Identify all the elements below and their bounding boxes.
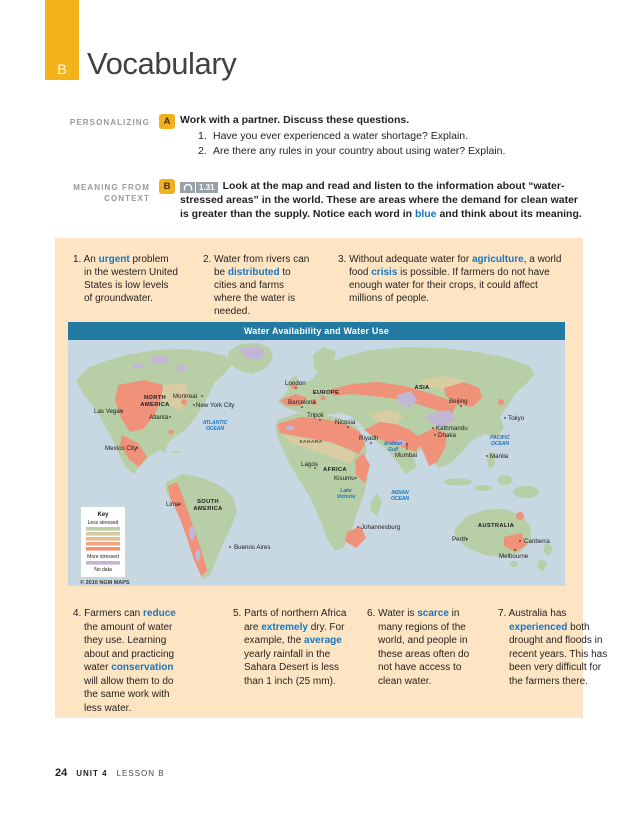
city-dot bbox=[193, 404, 195, 406]
legend-more-stressed-label: More stressed bbox=[87, 554, 119, 560]
city-label-kisumu: Kisumu bbox=[334, 475, 355, 482]
city-label-las-vegas: Las Vegas bbox=[94, 408, 123, 415]
city-label-lagos: Lagos bbox=[301, 461, 318, 468]
no-data-andes bbox=[189, 526, 195, 540]
city-dot bbox=[432, 427, 434, 429]
region-label-south-america: SOUTH bbox=[197, 499, 219, 505]
vocabulary-panel bbox=[55, 238, 608, 718]
region-label-south-america: AMERICA bbox=[193, 506, 223, 512]
legend-swatch-no-data bbox=[86, 561, 120, 565]
no-data-north-canada bbox=[176, 365, 188, 371]
city-label-riyadh: Riyadh bbox=[359, 435, 379, 442]
section-b-sidebar-label: MEANING FROM CONTEXT bbox=[73, 183, 150, 203]
stress-zone-ne-australia bbox=[516, 512, 524, 520]
no-data-alaska bbox=[133, 364, 143, 369]
landmass-tasmania bbox=[510, 561, 518, 567]
page-number: 24 bbox=[55, 767, 68, 779]
page-footer bbox=[55, 767, 165, 779]
city-label-tripoli: Tripoli bbox=[307, 412, 324, 419]
legend-swatch bbox=[86, 532, 120, 536]
legend-swatch bbox=[86, 542, 120, 546]
city-label-buenos-aires: Buenos Aires bbox=[234, 544, 271, 551]
city-dot bbox=[370, 442, 372, 444]
no-data-sahara-spot bbox=[286, 426, 294, 431]
city-label-johannesburg: Johannesburg bbox=[361, 524, 401, 531]
footer-unit-label: UNIT 4 bbox=[76, 769, 108, 778]
legend-swatch bbox=[86, 547, 120, 551]
vocab-item-2: 2. Water from rivers can be distributed to cities and farms where the water is needed. bbox=[203, 254, 310, 317]
water-label-arabian-gulf: Gulf bbox=[388, 447, 398, 453]
water-label-indian: OCEAN bbox=[390, 496, 410, 502]
legend-swatch bbox=[86, 537, 120, 541]
section-a-questions bbox=[180, 129, 580, 158]
stress-zone-florida bbox=[169, 430, 174, 435]
city-dot bbox=[295, 387, 297, 389]
city-dot bbox=[301, 406, 303, 408]
section-b-badge: B bbox=[159, 179, 175, 194]
water-label-pacific: OCEAN bbox=[490, 441, 510, 447]
landmass-caribbean bbox=[172, 451, 180, 453]
city-dot bbox=[347, 426, 349, 428]
water-label-arabian-gulf: Arabian bbox=[383, 441, 403, 447]
map-canvas bbox=[68, 340, 565, 586]
water-label-lake-victoria: Victoria bbox=[336, 494, 356, 500]
question-text: Have you ever experienced a water shortage? Explain. bbox=[213, 130, 469, 142]
question-number: 1. bbox=[198, 130, 207, 142]
section-b-content bbox=[180, 179, 582, 221]
city-label-mumbai: Mumbai bbox=[395, 452, 418, 459]
region-label-australia: AUSTRALIA bbox=[477, 523, 515, 529]
city-label-melbourne: Melbourne bbox=[499, 553, 529, 560]
vocab-item-5: 5. Parts of northern Africa are extremely dry. For example, the average yearly rainfall in the Sahara Desert is less than 1 inch (25 mm). bbox=[233, 608, 347, 687]
city-label-kathmandu: Kathmandu bbox=[436, 425, 468, 432]
vocab-items-top bbox=[73, 253, 566, 318]
region-label-north-america: NORTH bbox=[143, 395, 167, 401]
city-dot bbox=[357, 526, 359, 528]
water-label-lake-victoria: Lake bbox=[340, 488, 352, 494]
vocab-item-4: 4. Farmers can reduce the amount of water they use. Learning about and practicing water conservation will allow them to do the same work with less water. bbox=[73, 608, 176, 714]
question-item bbox=[198, 144, 580, 158]
city-dot bbox=[504, 417, 506, 419]
city-dot bbox=[514, 549, 516, 551]
city-dot bbox=[169, 416, 171, 418]
city-label-canberra: Canberra bbox=[524, 538, 550, 545]
map-title: Water Availability and Water Use bbox=[68, 322, 565, 340]
map-legend bbox=[81, 507, 125, 577]
lesson-tab bbox=[45, 0, 79, 80]
city-dot bbox=[460, 405, 462, 407]
city-label-mexico-city: Mexico City bbox=[105, 445, 137, 452]
no-data-andes bbox=[196, 549, 201, 561]
landmass-borneo bbox=[498, 475, 512, 485]
section-a-content bbox=[180, 113, 580, 158]
city-label-new-york: New York City bbox=[196, 402, 235, 409]
landmass-indonesia bbox=[474, 485, 492, 491]
world-map bbox=[68, 322, 565, 586]
region-label-africa: AFRICA bbox=[323, 467, 347, 473]
section-a-instruction: Work with a partner. Discuss these questions. bbox=[180, 114, 410, 126]
map-credit: © 2010 NGM MAPS bbox=[80, 580, 130, 586]
region-label-asia: ASIA bbox=[414, 385, 430, 391]
stress-zone-japan bbox=[498, 399, 504, 405]
legend-no-data-label: No data bbox=[94, 567, 112, 573]
region-label-north-america: AMERICA bbox=[140, 402, 170, 408]
landmass-caribbean bbox=[158, 446, 168, 449]
water-label-pacific: PACIFIC bbox=[490, 435, 510, 441]
city-label-atlanta: Atlanta bbox=[149, 414, 169, 421]
vocab-item-6: 6. Water is scarce in many regions of the world, and people in these areas often do not have access to clean water. bbox=[367, 608, 470, 687]
city-dot bbox=[406, 443, 408, 445]
lesson-letter: B bbox=[57, 61, 67, 77]
city-dot bbox=[434, 434, 436, 436]
city-label-beijing: Beijing bbox=[449, 398, 468, 405]
vocab-item-1: 1. An urgent problem in the western United States is low levels of groundwater. bbox=[73, 254, 178, 304]
region-label-europe: EUROPE bbox=[312, 390, 340, 396]
water-label-indian: INDIAN bbox=[391, 490, 409, 496]
city-label-tokyo: Tokyo bbox=[508, 415, 525, 422]
page-title: Vocabulary bbox=[87, 46, 237, 81]
section-a-sidebar-label: PERSONALIZING bbox=[69, 118, 150, 127]
legend-swatch bbox=[86, 527, 120, 531]
city-label-perth: Perth bbox=[452, 536, 467, 543]
landmass-new-guinea bbox=[513, 486, 539, 498]
city-label-lima: Lima bbox=[166, 501, 180, 508]
vocab-item-3: 3. Without adequate water for agriculture, a world food crisis is possible. If farmers do not have enough water for their crops, it could affect millions of people. bbox=[338, 254, 562, 304]
city-label-manila: Manila bbox=[490, 453, 509, 460]
city-label-nicosia: Nicosia bbox=[335, 419, 356, 426]
city-dot bbox=[355, 477, 357, 479]
city-dot bbox=[486, 455, 488, 457]
no-data-north-canada bbox=[151, 356, 169, 364]
city-dot bbox=[519, 540, 521, 542]
water-label-atlantic: OCEAN bbox=[205, 426, 225, 432]
landmass-indonesia bbox=[444, 479, 472, 486]
stress-zone-balkans bbox=[321, 396, 326, 401]
city-label-barcelona: Barcelona bbox=[288, 399, 316, 406]
city-dot bbox=[319, 419, 321, 421]
city-label-dhaka: Dhaka bbox=[438, 432, 456, 439]
city-dot bbox=[229, 546, 231, 548]
audio-track-number: 1.31 bbox=[196, 182, 218, 193]
footer-lesson-label: LESSON B bbox=[116, 769, 165, 778]
question-text: Are there any rules in your country about using water? Explain. bbox=[213, 145, 506, 157]
section-b-instruction: Look at the map and read and listen to the information about “water-stressed areas” in the world. These are areas where the demand for clean water is greater than the supply. Notice each word in blue and think about its meaning. bbox=[180, 180, 582, 220]
legend-less-stressed-label: Less stressed bbox=[87, 520, 119, 526]
audio-track-badge bbox=[180, 182, 218, 193]
legend-title: Key bbox=[97, 512, 109, 518]
question-number: 2. bbox=[198, 145, 207, 157]
vocab-items-bottom bbox=[73, 607, 614, 715]
vocab-item-7: 7. Australia has experienced both drought and floods in recent years. This has been very difficult for the farmers there. bbox=[498, 608, 608, 687]
water-label-atlantic: ATLANTIC bbox=[202, 420, 228, 426]
section-a-badge: A bbox=[159, 114, 175, 129]
question-item bbox=[198, 129, 580, 143]
headphones-icon bbox=[180, 182, 195, 193]
city-dot bbox=[201, 395, 203, 397]
city-label-montreal: Montreal bbox=[173, 393, 198, 400]
region-label-sahara: SAHARA bbox=[299, 440, 323, 445]
city-label-london: London bbox=[285, 380, 306, 387]
